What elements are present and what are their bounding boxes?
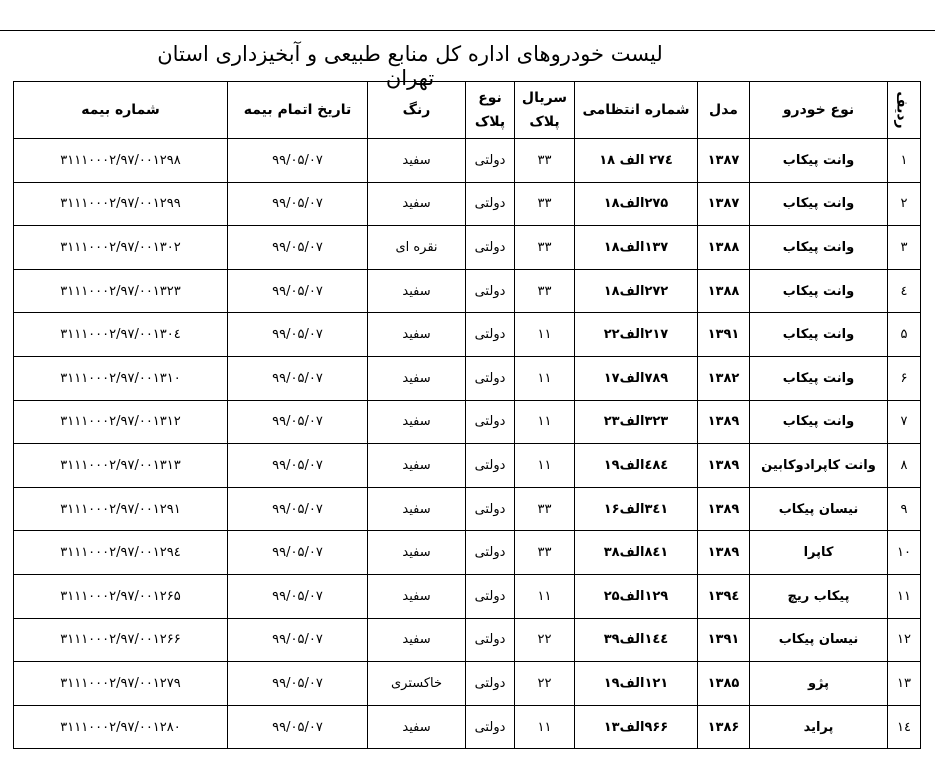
- cell-model: ۱۳۸۸: [698, 226, 750, 270]
- cell-row-number: ۳: [888, 226, 921, 270]
- cell-insurance-expiry: ۹۹/۰۵/۰۷: [228, 618, 368, 662]
- cell-insurance-expiry: ۹۹/۰۵/۰۷: [228, 139, 368, 183]
- cell-insurance-expiry: ۹۹/۰۵/۰۷: [228, 574, 368, 618]
- cell-insurance-expiry: ۹۹/۰۵/۰۷: [228, 356, 368, 400]
- table-row: [14, 531, 921, 575]
- table-row: [14, 313, 921, 357]
- cell-registration: ۱٤٤الف۳۹: [575, 618, 698, 662]
- cell-color: سفید: [368, 531, 466, 575]
- cell-insurance-number: ۳۱۱۱۰۰۰۲/۹۷/۰۰۱۳۲۳: [14, 269, 228, 313]
- table-row: [14, 574, 921, 618]
- cell-color: سفید: [368, 182, 466, 226]
- cell-model: ۱۳۹٤: [698, 574, 750, 618]
- table-row: [14, 662, 921, 706]
- cell-color: سفید: [368, 618, 466, 662]
- cell-plate-type: دولتی: [466, 182, 515, 226]
- cell-insurance-expiry: ۹۹/۰۵/۰۷: [228, 313, 368, 357]
- table-row: [14, 182, 921, 226]
- cell-vehicle-type: وانت پیکاب: [750, 226, 888, 270]
- cell-vehicle-type: وانت پیکاب: [750, 182, 888, 226]
- cell-plate-type: دولتی: [466, 618, 515, 662]
- header-plate-serial-line2: پلاک: [529, 114, 560, 130]
- cell-plate-type: دولتی: [466, 444, 515, 488]
- table-row: [14, 487, 921, 531]
- cell-insurance-number: ۳۱۱۱۰۰۰۲/۹۷/۰۰۱۲۹٤: [14, 531, 228, 575]
- cell-insurance-expiry: ۹۹/۰۵/۰۷: [228, 662, 368, 706]
- table-header-row: [14, 82, 921, 139]
- cell-plate-type: دولتی: [466, 139, 515, 183]
- cell-row-number: ۸: [888, 444, 921, 488]
- cell-plate-serial: ۱۱: [515, 400, 575, 444]
- cell-vehicle-type: وانت پیکاب: [750, 400, 888, 444]
- cell-insurance-expiry: ۹۹/۰۵/۰۷: [228, 487, 368, 531]
- cell-model: ۱۳۸۹: [698, 531, 750, 575]
- cell-color: خاکستری: [368, 662, 466, 706]
- cell-registration: ۹۶۶الف۱۳: [575, 705, 698, 749]
- header-row-number-label: ردیف: [893, 91, 910, 129]
- cell-registration: ۲۷۲الف۱۸: [575, 269, 698, 313]
- cell-model: ۱۳۸۵: [698, 662, 750, 706]
- cell-insurance-expiry: ۹۹/۰۵/۰۷: [228, 182, 368, 226]
- header-insurance-number: شماره بیمه: [14, 82, 228, 139]
- header-plate-serial-line1: سریال: [521, 90, 568, 106]
- cell-insurance-number: ۳۱۱۱۰۰۰۲/۹۷/۰۰۱۲۹۹: [14, 182, 228, 226]
- cell-registration: ۱۲۱الف۱۹: [575, 662, 698, 706]
- cell-row-number: ۱۲: [888, 618, 921, 662]
- cell-plate-serial: ۱۱: [515, 574, 575, 618]
- cell-insurance-number: ۳۱۱۱۰۰۰۲/۹۷/۰۰۱۳۰۲: [14, 226, 228, 270]
- cell-registration: ۲۷٤ الف ۱۸: [575, 139, 698, 183]
- cell-plate-serial: ۲۲: [515, 618, 575, 662]
- table-row: [14, 139, 921, 183]
- cell-vehicle-type: کاپرا: [750, 531, 888, 575]
- cell-color: سفید: [368, 269, 466, 313]
- cell-insurance-number: ۳۱۱۱۰۰۰۲/۹۷/۰۰۱۳۱۲: [14, 400, 228, 444]
- cell-plate-type: دولتی: [466, 400, 515, 444]
- cell-vehicle-type: وانت پیکاب: [750, 313, 888, 357]
- cell-color: سفید: [368, 487, 466, 531]
- cell-insurance-expiry: ۹۹/۰۵/۰۷: [228, 705, 368, 749]
- cell-plate-serial: ۳۳: [515, 226, 575, 270]
- cell-color: سفید: [368, 574, 466, 618]
- cell-model: ۱۳۸۹: [698, 400, 750, 444]
- cell-plate-serial: ۳۳: [515, 182, 575, 226]
- cell-registration: ۸٤۱الف۳۸: [575, 531, 698, 575]
- cell-insurance-expiry: ۹۹/۰۵/۰۷: [228, 269, 368, 313]
- cell-plate-type: دولتی: [466, 574, 515, 618]
- cell-row-number: ۲: [888, 182, 921, 226]
- cell-color: سفید: [368, 400, 466, 444]
- cell-vehicle-type: وانت پیکاب: [750, 269, 888, 313]
- cell-model: ۱۳۸۶: [698, 705, 750, 749]
- table-row: [14, 269, 921, 313]
- cell-plate-serial: ۲۲: [515, 662, 575, 706]
- header-registration-number: شماره انتظامی: [575, 82, 698, 139]
- cell-plate-serial: ۳۳: [515, 269, 575, 313]
- cell-plate-serial: ۳۳: [515, 531, 575, 575]
- cell-color: سفید: [368, 444, 466, 488]
- cell-plate-type: دولتی: [466, 487, 515, 531]
- cell-insurance-expiry: ۹۹/۰۵/۰۷: [228, 226, 368, 270]
- document-title: لیست خودروهای اداره کل منابع طبیعی و آبخیزداری استان تهران: [157, 42, 663, 90]
- cell-model: ۱۳۸۹: [698, 487, 750, 531]
- cell-color: سفید: [368, 313, 466, 357]
- header-plate-serial: [515, 82, 575, 139]
- cell-plate-serial: ۳۳: [515, 139, 575, 183]
- cell-row-number: ۱٤: [888, 705, 921, 749]
- cell-plate-type: دولتی: [466, 531, 515, 575]
- cell-registration: ۳٤۱الف۱۶: [575, 487, 698, 531]
- table-row: [14, 226, 921, 270]
- cell-insurance-expiry: ۹۹/۰۵/۰۷: [228, 531, 368, 575]
- cell-model: ۱۳۹۱: [698, 313, 750, 357]
- cell-registration: ۲۷۵الف۱۸: [575, 182, 698, 226]
- cell-vehicle-type: پیکاب ریچ: [750, 574, 888, 618]
- cell-model: ۱۳۸۲: [698, 356, 750, 400]
- table-row: [14, 356, 921, 400]
- table-row: [14, 618, 921, 662]
- vehicle-table: [13, 81, 921, 749]
- cell-color: سفید: [368, 139, 466, 183]
- cell-insurance-number: ۳۱۱۱۰۰۰۲/۹۷/۰۰۱۲۹۱: [14, 487, 228, 531]
- cell-registration: ۷۸۹الف۱۷: [575, 356, 698, 400]
- cell-model: ۱۳۹۱: [698, 618, 750, 662]
- cell-plate-serial: ۱۱: [515, 705, 575, 749]
- header-plate-type-line1: نوع: [478, 90, 502, 106]
- cell-plate-serial: ۱۱: [515, 356, 575, 400]
- cell-registration: ۲۱۷الف۲۲: [575, 313, 698, 357]
- cell-plate-serial: ۱۱: [515, 313, 575, 357]
- cell-row-number: ۶: [888, 356, 921, 400]
- cell-model: ۱۳۸۷: [698, 182, 750, 226]
- header-model: مدل: [698, 82, 750, 139]
- cell-row-number: ٤: [888, 269, 921, 313]
- cell-row-number: ۹: [888, 487, 921, 531]
- top-rule: [0, 30, 935, 31]
- cell-plate-serial: ۳۳: [515, 487, 575, 531]
- cell-plate-type: دولتی: [466, 269, 515, 313]
- cell-row-number: ۱: [888, 139, 921, 183]
- table-row: [14, 705, 921, 749]
- cell-row-number: ۱۱: [888, 574, 921, 618]
- cell-insurance-number: ۳۱۱۱۰۰۰۲/۹۷/۰۰۱۳۱۳: [14, 444, 228, 488]
- cell-vehicle-type: نیسان پیکاب: [750, 487, 888, 531]
- cell-color: نقره ای: [368, 226, 466, 270]
- cell-registration: ۳۲۳الف۲۳: [575, 400, 698, 444]
- cell-vehicle-type: پژو: [750, 662, 888, 706]
- cell-vehicle-type: نیسان پیکاب: [750, 618, 888, 662]
- cell-insurance-number: ۳۱۱۱۰۰۰۲/۹۷/۰۰۱۲۶۶: [14, 618, 228, 662]
- table-row: [14, 400, 921, 444]
- cell-plate-type: دولتی: [466, 356, 515, 400]
- cell-registration: ٤۸٤الف۱۹: [575, 444, 698, 488]
- header-insurance-expiry: تاریخ اتمام بیمه: [228, 82, 368, 139]
- cell-plate-type: دولتی: [466, 226, 515, 270]
- cell-vehicle-type: وانت کاپرادوکابین: [750, 444, 888, 488]
- cell-row-number: ۱۳: [888, 662, 921, 706]
- cell-insurance-number: ۳۱۱۱۰۰۰۲/۹۷/۰۰۱۳۰٤: [14, 313, 228, 357]
- cell-insurance-number: ۳۱۱۱۰۰۰۲/۹۷/۰۰۱۲۷۹: [14, 662, 228, 706]
- cell-row-number: ۱۰: [888, 531, 921, 575]
- cell-insurance-number: ۳۱۱۱۰۰۰۲/۹۷/۰۰۱۳۱۰: [14, 356, 228, 400]
- cell-vehicle-type: وانت پیکاب: [750, 139, 888, 183]
- cell-color: سفید: [368, 356, 466, 400]
- header-plate-type-line2: پلاک: [474, 114, 506, 130]
- cell-insurance-number: ۳۱۱۱۰۰۰۲/۹۷/۰۰۱۲۶۵: [14, 574, 228, 618]
- cell-model: ۱۳۸۸: [698, 269, 750, 313]
- cell-vehicle-type: وانت پیکاب: [750, 356, 888, 400]
- cell-insurance-number: ۳۱۱۱۰۰۰۲/۹۷/۰۰۱۲۸۰: [14, 705, 228, 749]
- cell-insurance-number: ۳۱۱۱۰۰۰۲/۹۷/۰۰۱۲۹۸: [14, 139, 228, 183]
- cell-color: سفید: [368, 705, 466, 749]
- header-plate-type: [466, 82, 515, 139]
- cell-registration: ۱۳۷الف۱۸: [575, 226, 698, 270]
- cell-registration: ۱۲۹الف۲۵: [575, 574, 698, 618]
- cell-row-number: ۵: [888, 313, 921, 357]
- cell-plate-type: دولتی: [466, 705, 515, 749]
- header-row-number: [888, 82, 921, 139]
- cell-model: ۱۳۸۹: [698, 444, 750, 488]
- cell-plate-type: دولتی: [466, 662, 515, 706]
- cell-plate-type: دولتی: [466, 313, 515, 357]
- header-vehicle-type: نوع خودرو: [750, 82, 888, 139]
- cell-insurance-expiry: ۹۹/۰۵/۰۷: [228, 400, 368, 444]
- cell-insurance-expiry: ۹۹/۰۵/۰۷: [228, 444, 368, 488]
- header-color: رنگ: [368, 82, 466, 139]
- cell-row-number: ۷: [888, 400, 921, 444]
- table-row: [14, 444, 921, 488]
- cell-vehicle-type: پراید: [750, 705, 888, 749]
- cell-model: ۱۳۸۷: [698, 139, 750, 183]
- cell-plate-serial: ۱۱: [515, 444, 575, 488]
